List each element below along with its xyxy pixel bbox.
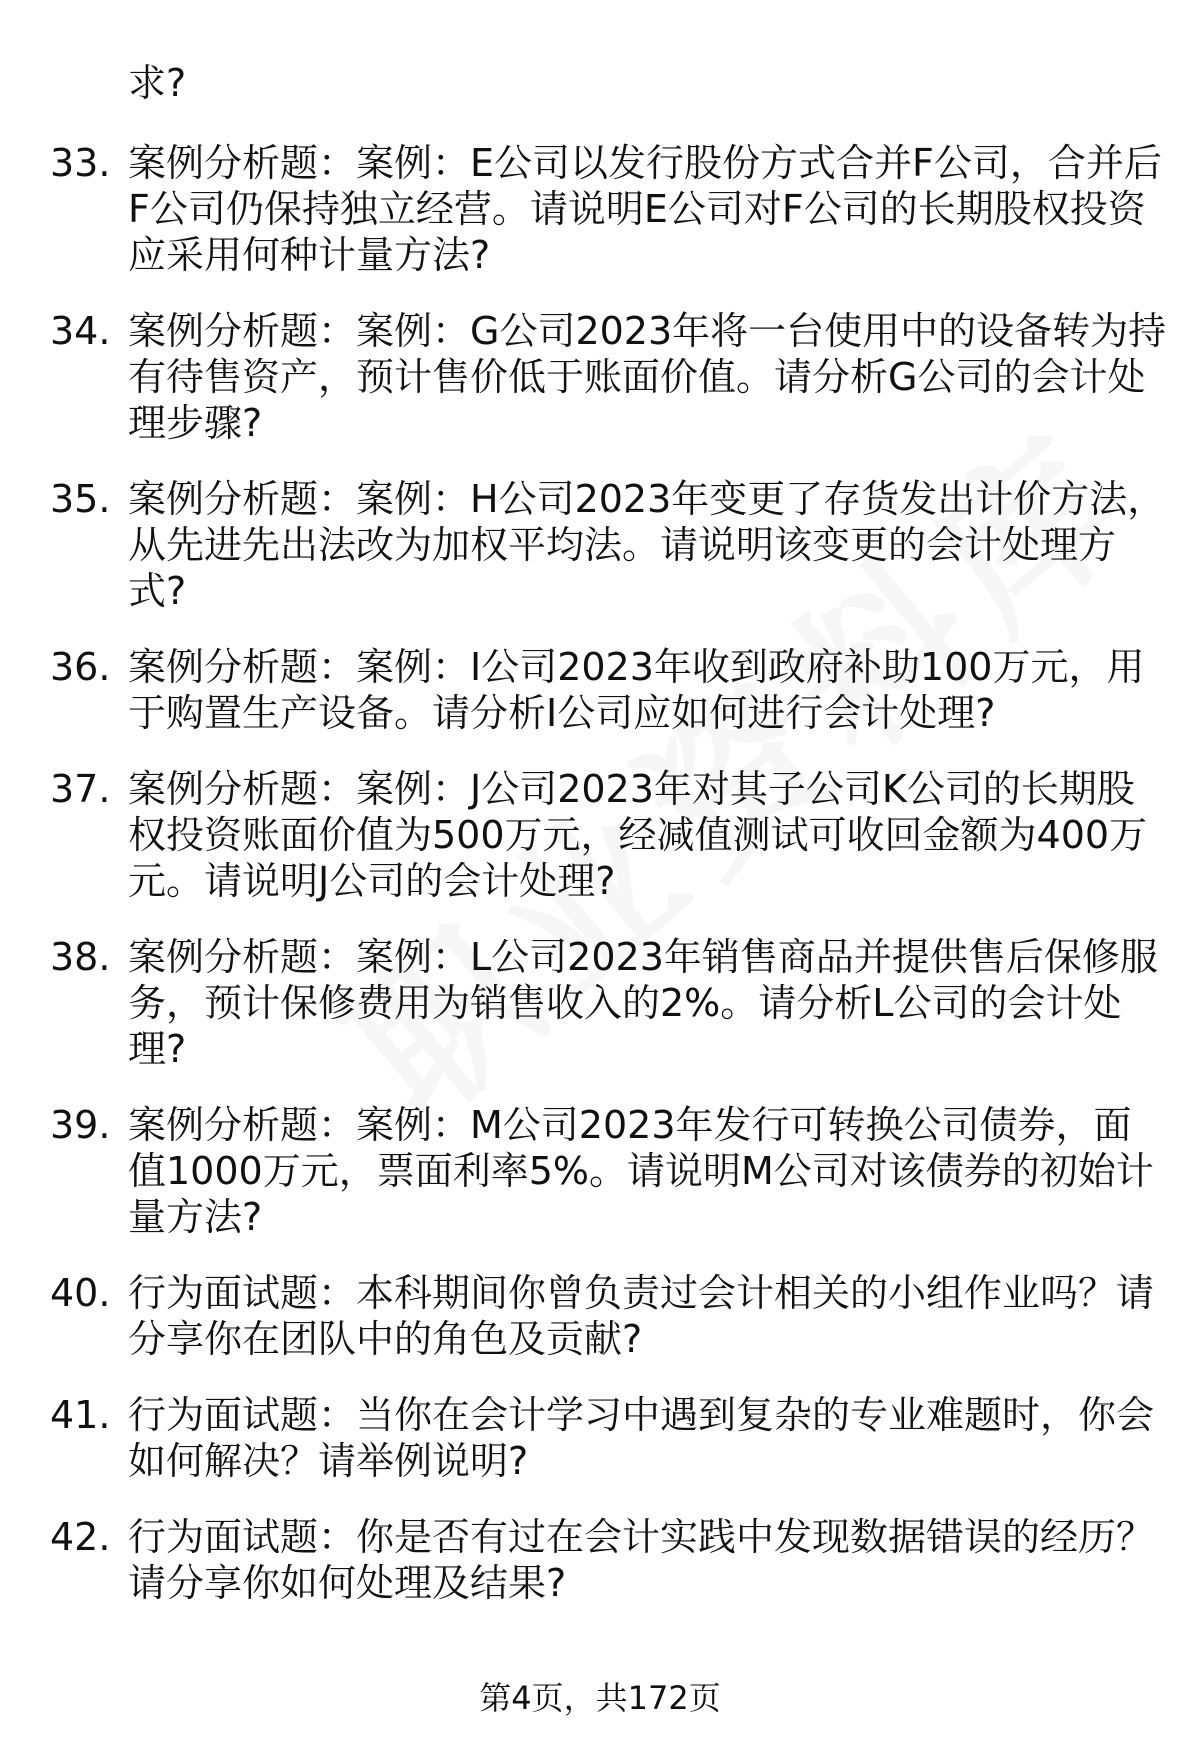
question-number: 42. [50, 1515, 111, 1559]
question-number: 33. [50, 141, 111, 185]
question-list [0, 140, 1200, 1636]
question-item [0, 934, 1200, 1072]
question-item [0, 1270, 1200, 1362]
question-number: 39. [50, 1103, 111, 1147]
question-item [0, 1392, 1200, 1484]
question-item [0, 766, 1200, 904]
question-item [0, 476, 1200, 614]
question-text: 案例分析题：案例：G公司2023年将一台使用中的设备转为持有待售资产，预计售价低于账面价值。请分析G公司的会计处理步骤? [128, 309, 1167, 445]
page-footer: 第4页，共172页 [479, 1679, 721, 1717]
question-text: 案例分析题：案例：H公司2023年变更了存货发出计价方法，从先进先出法改为加权平均法。请说明该变更的会计处理方式? [128, 477, 1166, 613]
question-item [0, 644, 1200, 736]
question-item [0, 140, 1200, 278]
question-item [0, 1514, 1200, 1606]
question-text: 案例分析题：案例：L公司2023年销售商品并提供售后保修服务，预计保修费用为销售收入的2%。请分析L公司的会计处理? [128, 935, 1158, 1071]
question-text: 行为面试题：本科期间你曾负责过会计相关的小组作业吗？请分享你在团队中的角色及贡献? [128, 1271, 1155, 1361]
question-text: 行为面试题：当你在会计学习中遇到复杂的专业难题时，你会如何解决？请举例说明? [128, 1393, 1155, 1483]
question-number: 36. [50, 645, 111, 689]
question-number: 37. [50, 767, 111, 811]
question-number: 34. [50, 309, 111, 353]
question-text: 行为面试题：你是否有过在会计实践中发现数据错误的经历？请分享你如何处理及结果? [128, 1515, 1155, 1605]
question-text: 案例分析题：案例：J公司2023年对其子公司K公司的长期股权投资账面价值为500万元，经减值测试可收回金额为400万元。请说明J公司的会计处理? [128, 767, 1148, 903]
question-text: 案例分析题：案例：I公司2023年收到政府补助100万元，用于购置生产设备。请分析I公司应如何进行会计处理? [128, 645, 1145, 735]
question-text: 案例分析题：案例：M公司2023年发行可转换公司债券，面值1000万元，票面利率5%。请说明M公司对该债券的初始计量方法? [128, 1103, 1154, 1239]
question-number: 35. [50, 477, 111, 521]
question-number: 41. [50, 1393, 111, 1437]
continuation-text: 求? [128, 61, 187, 105]
question-item [0, 308, 1200, 446]
question-number: 38. [50, 935, 111, 979]
question-item [0, 1102, 1200, 1240]
question-text: 案例分析题：案例：E公司以发行股份方式合并F公司，合并后F公司仍保持独立经营。请说明E公司对F公司的长期股权投资应采用何种计量方法? [128, 141, 1162, 277]
question-number: 40. [50, 1271, 111, 1315]
